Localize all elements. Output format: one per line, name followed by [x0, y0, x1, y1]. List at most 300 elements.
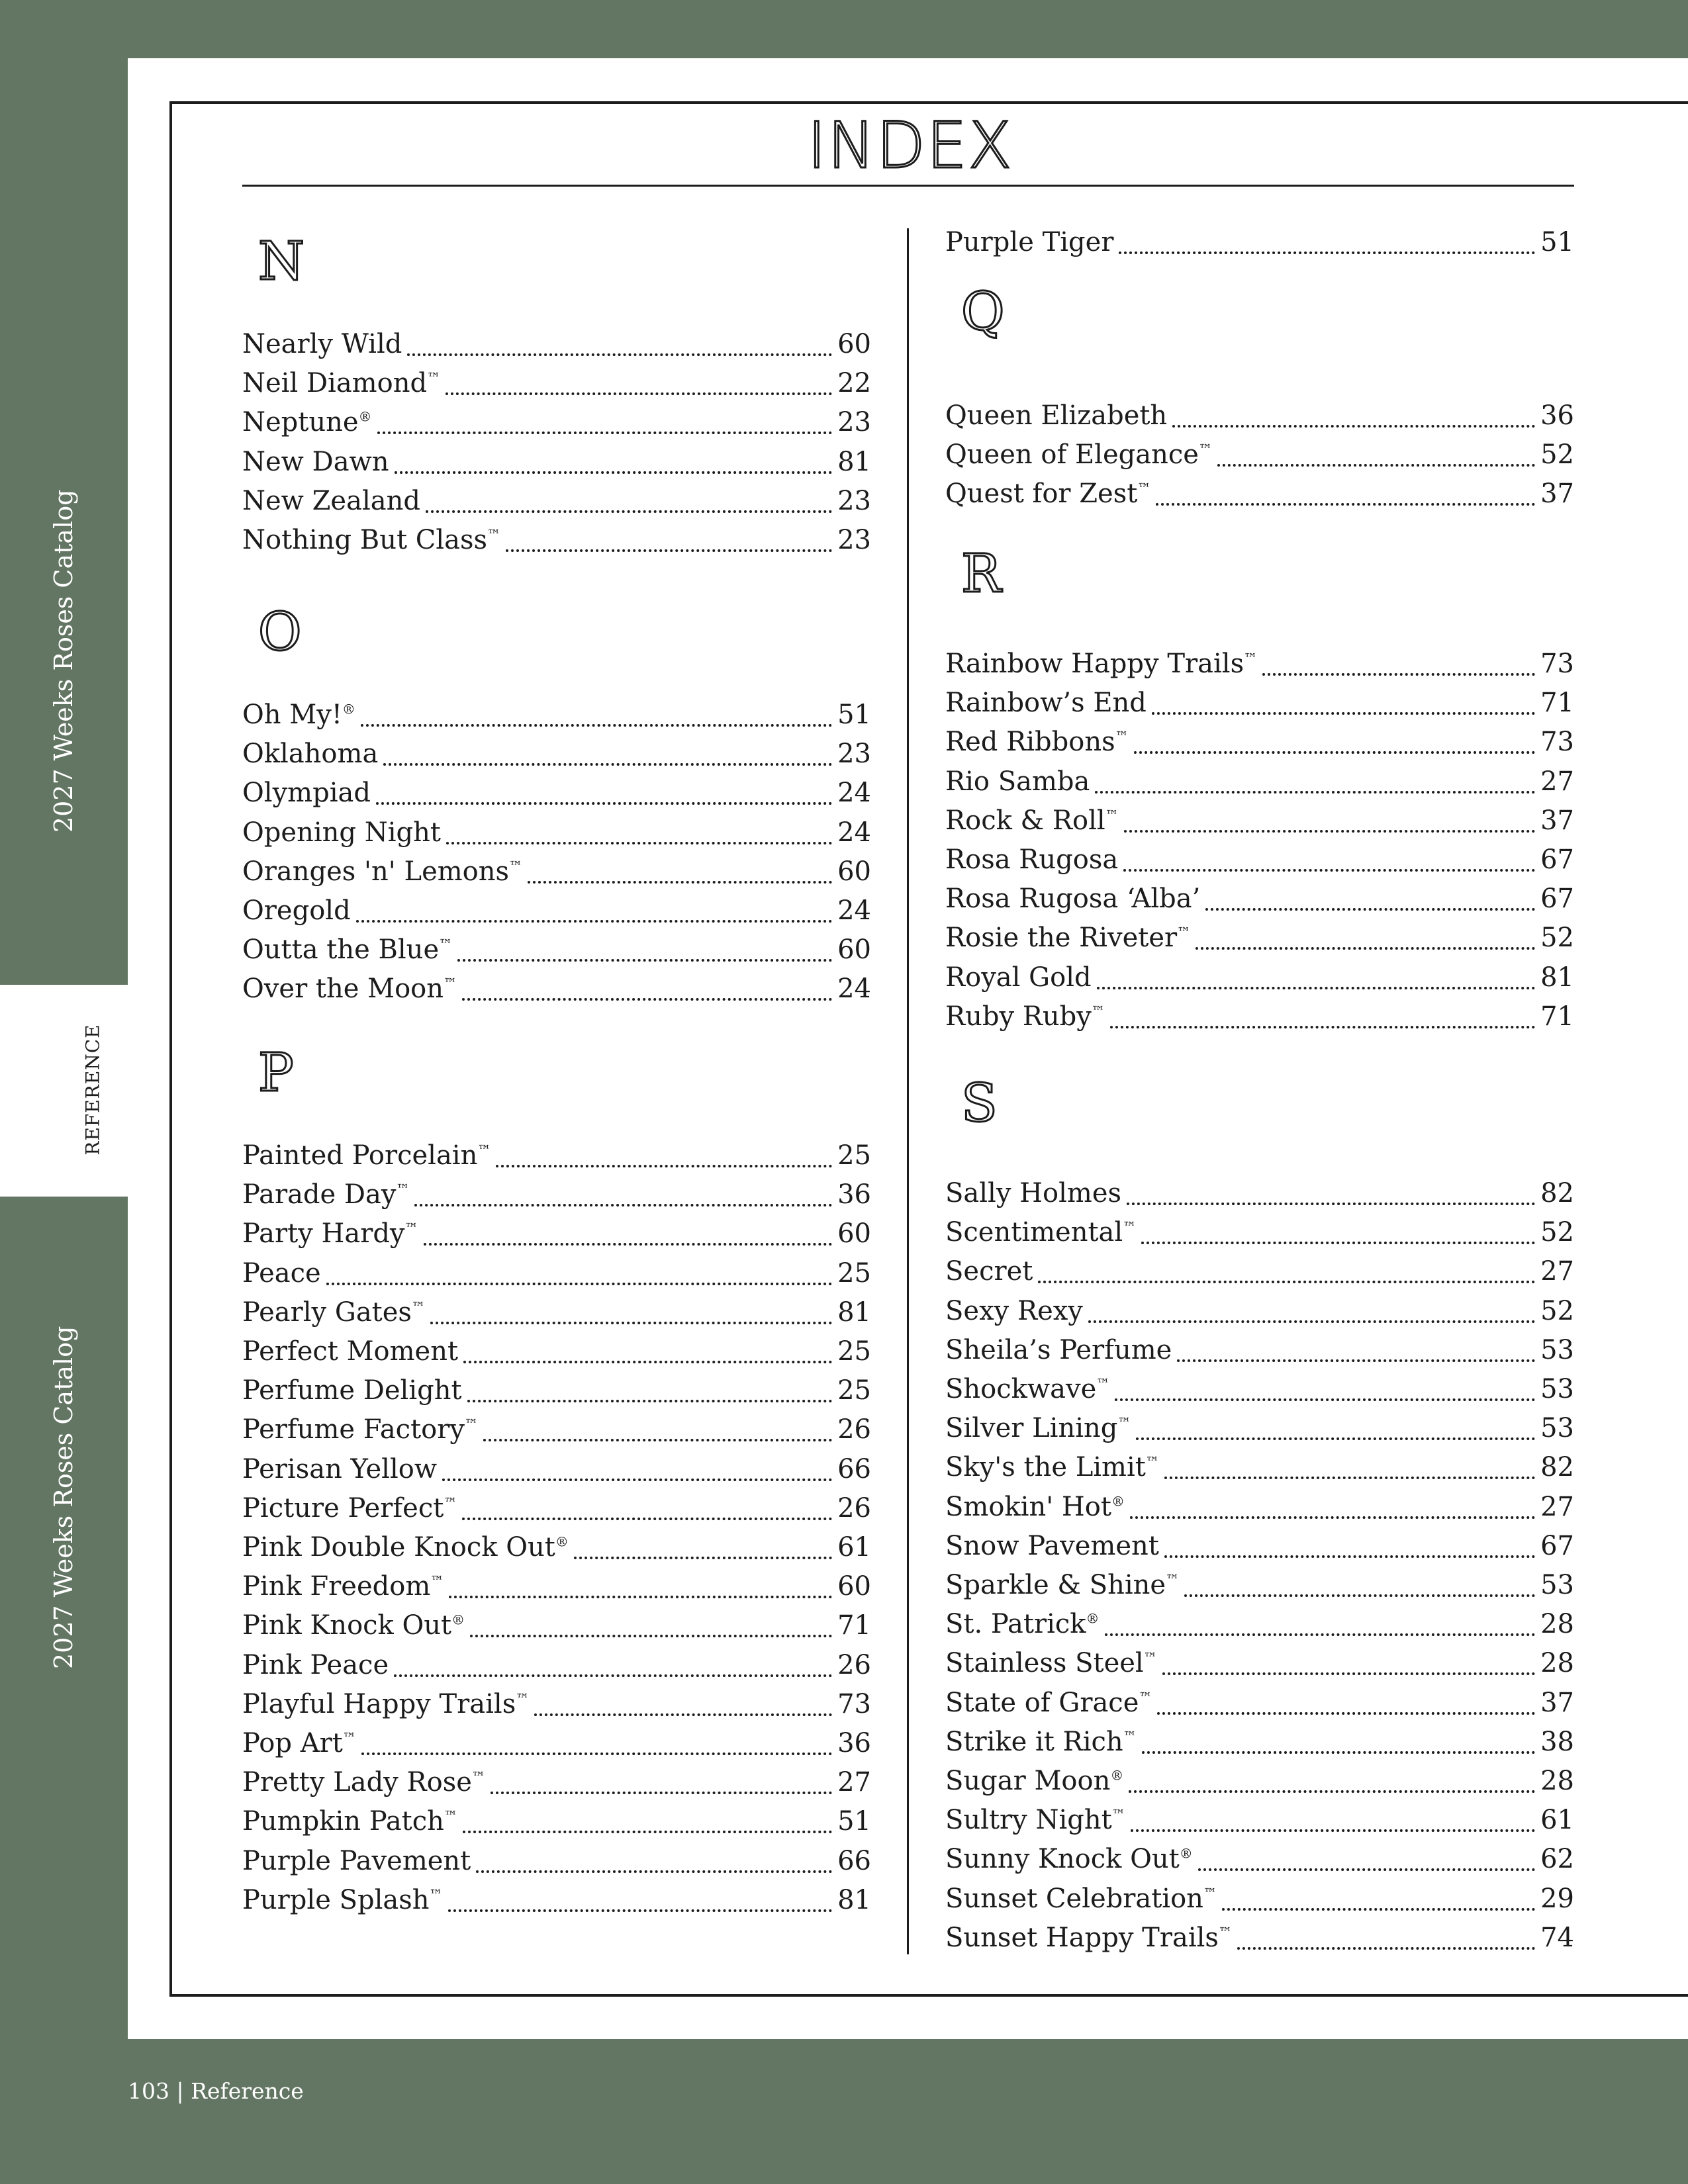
entry-name-text: Purple Splash [242, 1884, 430, 1915]
index-entry [945, 998, 1574, 1035]
trademark-mark: ™ [1137, 480, 1151, 497]
trademark-mark: ™ [444, 1494, 457, 1511]
entry-name [242, 1215, 418, 1252]
dot-leader [383, 763, 832, 766]
index-entry [242, 931, 871, 968]
trademark-mark: ™ [444, 976, 457, 992]
entry-page-number: 22 [837, 368, 871, 399]
entry-name [945, 1253, 1033, 1290]
entry-name [945, 1214, 1136, 1251]
entry-name [242, 1568, 444, 1605]
dot-leader [1123, 869, 1535, 872]
entry-name-text: Outta the Blue [242, 934, 440, 966]
entry-name [945, 475, 1150, 512]
entry-page-number: 25 [837, 1140, 871, 1171]
entry-name-text: Olympiad [242, 778, 371, 809]
dot-leader [448, 1909, 833, 1912]
entry-name-text: Parade Day [242, 1179, 397, 1210]
entry-page-number: 52 [1540, 1217, 1574, 1248]
dot-leader [1038, 1281, 1535, 1283]
index-entry [945, 224, 1574, 261]
index-entry [945, 1332, 1574, 1369]
entry-name [242, 443, 389, 480]
page-title: INDEX [807, 109, 1013, 183]
entry-name [242, 1843, 471, 1880]
dot-leader [395, 471, 833, 474]
dot-leader [1142, 1751, 1535, 1754]
entry-page-number: 23 [837, 525, 871, 555]
dot-leader [457, 959, 832, 962]
dot-leader [1088, 1320, 1535, 1323]
index-entry [945, 1723, 1574, 1760]
index-entry [945, 684, 1574, 721]
index-entry [945, 1606, 1574, 1643]
dot-leader [1164, 1477, 1535, 1479]
entry-page-number: 53 [1540, 1570, 1574, 1600]
entry-name [242, 1490, 457, 1527]
index-entry [242, 1686, 871, 1723]
entry-name [945, 1371, 1109, 1408]
dot-leader [462, 1518, 832, 1520]
trademark-mark: ™ [429, 1886, 443, 1903]
entry-name [242, 970, 457, 1007]
dot-leader [394, 1674, 832, 1677]
entry-page-number: 82 [1540, 1452, 1574, 1483]
index-entry [242, 365, 871, 402]
entry-page-number: 29 [1540, 1883, 1574, 1914]
entry-name-text: Pink Double Knock Out [242, 1532, 555, 1563]
index-entry [945, 1410, 1574, 1447]
entry-page-number: 60 [837, 329, 871, 359]
entry-page-number: 61 [837, 1532, 871, 1563]
entry-page-number: 24 [837, 817, 871, 848]
index-entry [945, 1567, 1574, 1604]
entry-name-text: Oregold [242, 895, 351, 926]
entry-name-text: Rosa Rugosa [945, 844, 1119, 875]
entry-name [945, 919, 1190, 956]
trademark-mark: ™ [1218, 1924, 1232, 1940]
entry-page-number: 27 [1540, 766, 1574, 797]
dot-leader [326, 1283, 832, 1285]
trademark-mark: ™ [1145, 1454, 1159, 1471]
index-entry [242, 1725, 871, 1762]
entry-name-text: Rosa Rugosa ‘Alba’ [945, 884, 1201, 915]
dot-leader [1127, 1203, 1535, 1205]
entry-name-text: New Zealand [242, 485, 420, 516]
entry-page-number: 81 [1540, 962, 1574, 993]
entry-name [945, 763, 1090, 800]
index-entry [242, 1647, 871, 1684]
index-entry [945, 802, 1574, 839]
entry-page-number: 74 [1540, 1922, 1574, 1953]
index-entry [242, 1176, 871, 1213]
entry-name [242, 853, 522, 890]
index-entry [945, 1253, 1574, 1290]
trademark-mark: ™ [427, 369, 441, 386]
index-entry [242, 522, 871, 559]
entry-name [945, 1645, 1157, 1682]
dot-leader [1237, 1947, 1535, 1950]
dot-leader [534, 1713, 832, 1716]
entry-page-number: 52 [1540, 923, 1574, 954]
entry-page-number: 73 [837, 1688, 871, 1719]
side-label-reference: REFERENCE [81, 1024, 104, 1156]
section-letter-r: R [961, 543, 1002, 604]
index-entry [945, 763, 1574, 800]
footer-page-number: 103 [128, 2078, 169, 2104]
entry-name-text: Pink Knock Out [242, 1610, 452, 1641]
entry-page-number: 53 [1540, 1334, 1574, 1365]
entry-page-number: 36 [837, 1728, 871, 1758]
dot-leader [528, 881, 832, 884]
trademark-mark: ™ [1091, 1003, 1105, 1019]
trademark-mark: ™ [444, 1808, 457, 1825]
entry-page-number: 25 [837, 1375, 871, 1406]
entry-page-number: 23 [837, 739, 871, 770]
dot-leader [361, 724, 832, 727]
entry-name-text: Sunset Celebration [945, 1883, 1203, 1914]
trademark-mark: ™ [487, 526, 501, 543]
title-divider [242, 185, 1574, 187]
entry-name-text: Stainless Steel [945, 1648, 1144, 1679]
trademark-mark: ® [1111, 1493, 1125, 1510]
entry-name [242, 522, 500, 559]
index-entry [945, 841, 1574, 878]
index-entry [242, 1490, 871, 1527]
entry-name-text: Pearly Gates [242, 1297, 412, 1328]
index-entry [945, 723, 1574, 760]
index-entry [945, 1645, 1574, 1682]
entry-name-text: Neil Diamond [242, 368, 428, 399]
entry-name-text: Quest for Zest [945, 478, 1138, 510]
entry-name-text: Neptune [242, 407, 359, 438]
entry-page-number: 28 [1540, 1648, 1574, 1679]
dot-leader [361, 1752, 832, 1755]
entry-name-text: Queen Elizabeth [945, 400, 1168, 431]
entry-name [242, 1451, 437, 1488]
entry-name-text: Shockwave [945, 1374, 1097, 1404]
entry-name-text: Sparkle & Shine [945, 1570, 1166, 1600]
entry-name-text: Purple Pavement [242, 1845, 471, 1876]
entry-name-text: Nothing But Class [242, 525, 488, 555]
entry-name-text: Sexy Rexy [945, 1295, 1083, 1326]
footer-section: Reference [191, 2078, 304, 2104]
entry-page-number: 27 [837, 1767, 871, 1798]
entry-page-number: 26 [837, 1414, 871, 1445]
section-letter-o: O [258, 601, 302, 662]
entry-name-text: Nearly Wild [242, 329, 402, 359]
dot-leader [442, 1479, 832, 1481]
entry-page-number: 28 [1540, 1766, 1574, 1796]
entry-name-text: Oklahoma [242, 739, 379, 770]
entry-page-number: 23 [837, 485, 871, 516]
dot-leader [491, 1792, 832, 1794]
entry-name-text: Perfume Factory [242, 1414, 465, 1445]
entry-page-number: 71 [837, 1610, 871, 1641]
dot-leader [1130, 1516, 1535, 1519]
entry-page-number: 67 [1540, 884, 1574, 915]
entry-name [945, 1527, 1159, 1565]
entry-name [945, 1919, 1232, 1956]
trademark-mark: ® [451, 1612, 465, 1629]
index-entry [242, 482, 871, 520]
index-entry [242, 892, 871, 929]
entry-name [242, 1333, 458, 1370]
entry-name-text: Oh My! [242, 700, 342, 730]
dot-leader [463, 1361, 832, 1363]
entry-name [242, 774, 371, 811]
index-entry [242, 1803, 871, 1840]
index-entry [242, 1568, 871, 1605]
index-entry [945, 1371, 1574, 1408]
dot-leader [1217, 464, 1535, 467]
entry-name [242, 404, 372, 441]
entry-name-text: Sunny Knock Out [945, 1844, 1180, 1875]
dot-leader [1105, 1633, 1536, 1636]
trademark-mark: ™ [509, 858, 523, 874]
index-entry [242, 1882, 871, 1919]
trademark-mark: ™ [439, 936, 453, 952]
side-label-catalog-bottom: 2027 Weeks Roses Catalog [49, 1326, 78, 1669]
entry-page-number: 60 [837, 856, 871, 887]
dot-leader [1136, 1437, 1535, 1440]
dot-leader [463, 1831, 832, 1833]
trademark-mark: ™ [411, 1298, 425, 1315]
entry-page-number: 67 [1540, 1530, 1574, 1561]
trademark-mark: ™ [1096, 1375, 1110, 1392]
entry-page-number: 73 [1540, 649, 1574, 679]
entry-name-text: Sally Holmes [945, 1178, 1122, 1208]
dot-leader [1196, 947, 1535, 950]
entry-name [242, 1255, 321, 1292]
entry-name-text: Sugar Moon [945, 1766, 1111, 1796]
section-letter-n: N [258, 230, 305, 292]
entry-name [945, 645, 1257, 682]
entry-name [242, 1529, 569, 1566]
index-entry [242, 404, 871, 441]
trademark-mark: ™ [1143, 1650, 1157, 1666]
entry-name-text: Pink Peace [242, 1649, 389, 1680]
entry-page-number: 66 [837, 1845, 871, 1876]
entry-page-number: 23 [837, 407, 871, 438]
entry-page-number: 73 [1540, 727, 1574, 758]
entry-name-text: Over the Moon [242, 974, 444, 1005]
trademark-mark: ™ [471, 1768, 485, 1785]
entry-page-number: 36 [1540, 400, 1574, 431]
dot-leader [1172, 425, 1535, 428]
entry-name [945, 1449, 1159, 1486]
entry-page-number: 81 [837, 1297, 871, 1328]
entry-name [945, 1801, 1125, 1839]
entry-name-text: Queen of Elegance [945, 439, 1199, 471]
footer-separator: | [176, 2078, 184, 2104]
trademark-mark: ™ [396, 1181, 410, 1197]
index-entry [242, 1372, 871, 1409]
entry-name [242, 365, 440, 402]
entry-name-text: Perfect Moment [242, 1336, 459, 1367]
index-entry [242, 326, 871, 363]
dot-leader [462, 998, 832, 1001]
index-entry [945, 1880, 1574, 1917]
dot-leader [1095, 791, 1535, 794]
entry-page-number: 62 [1540, 1844, 1574, 1875]
entry-page-number: 71 [1540, 688, 1574, 719]
entry-name [945, 1684, 1152, 1721]
index-entry [242, 1451, 871, 1488]
entry-page-number: 52 [1540, 1295, 1574, 1326]
index-entry [242, 814, 871, 851]
trademark-mark: ™ [1244, 650, 1258, 666]
dot-leader [1222, 1908, 1535, 1911]
entry-name [945, 998, 1105, 1035]
entry-page-number: 37 [1540, 478, 1574, 510]
dot-leader [1110, 1026, 1535, 1028]
entry-name-text: St. Patrick [945, 1609, 1086, 1640]
entry-page-number: 37 [1540, 1687, 1574, 1718]
entry-name-text: Royal Gold [945, 962, 1092, 993]
trademark-mark: ™ [464, 1416, 478, 1433]
entry-name-text: New Dawn [242, 446, 389, 477]
entry-name [945, 880, 1200, 917]
index-entry [945, 1684, 1574, 1721]
entry-name [242, 892, 351, 929]
entry-name [242, 735, 378, 772]
trademark-mark: ® [342, 701, 355, 717]
entry-name-text: Rainbow’s End [945, 688, 1147, 719]
index-entry [945, 1801, 1574, 1839]
dot-leader [1152, 712, 1535, 715]
dot-leader [1129, 1790, 1535, 1793]
entry-name-text: Ruby Ruby [945, 1001, 1092, 1032]
entry-page-number: 26 [837, 1649, 871, 1680]
entry-page-number: 51 [837, 700, 871, 730]
entry-name-text: Perisan Yellow [242, 1453, 438, 1484]
index-entry [242, 696, 871, 733]
entry-name [945, 1175, 1121, 1212]
dot-leader [1198, 1868, 1535, 1871]
index-entry [945, 397, 1574, 434]
entry-name [945, 1488, 1125, 1525]
index-entry [242, 1137, 871, 1174]
trademark-mark: ™ [1115, 729, 1129, 745]
dot-leader [1097, 987, 1536, 989]
dot-leader [424, 1243, 833, 1246]
index-entry [945, 1214, 1574, 1251]
entry-page-number: 60 [837, 1571, 871, 1602]
entry-name [242, 1176, 409, 1213]
entry-name [945, 436, 1212, 473]
dot-leader [1115, 1398, 1535, 1401]
trademark-mark: ™ [1123, 1728, 1137, 1745]
entry-name [945, 1880, 1217, 1917]
dot-leader [407, 353, 832, 356]
trademark-mark: ™ [1117, 1414, 1131, 1431]
entry-name-text: Oranges 'n' Lemons [242, 856, 510, 887]
entry-name-text: Silver Lining [945, 1413, 1118, 1444]
entry-name-text: Rock & Roll [945, 805, 1105, 836]
entry-name-text: Sunset Happy Trails [945, 1922, 1219, 1953]
dot-leader [506, 549, 832, 552]
dot-leader [1184, 1594, 1535, 1597]
entry-page-number: 82 [1540, 1178, 1574, 1208]
dot-leader [574, 1557, 832, 1559]
entry-page-number: 53 [1540, 1374, 1574, 1404]
entry-name-text: Rainbow Happy Trails [945, 649, 1244, 679]
entry-name [242, 1137, 491, 1174]
entry-name [242, 931, 452, 968]
index-entry [945, 880, 1574, 917]
entry-name-text: Picture Perfect [242, 1492, 444, 1524]
entry-name-text: Playful Happy Trails [242, 1688, 516, 1719]
dot-leader [1177, 1359, 1535, 1362]
entry-page-number: 71 [1540, 1001, 1574, 1032]
entry-page-number: 26 [837, 1492, 871, 1524]
trademark-mark: ® [1179, 1846, 1193, 1862]
entry-page-number: 60 [837, 934, 871, 966]
entry-name [945, 1723, 1137, 1760]
dot-leader [483, 1439, 832, 1441]
trademark-mark: ™ [1203, 1885, 1217, 1901]
entry-name [242, 1803, 457, 1840]
trademark-mark: ™ [404, 1220, 418, 1237]
side-label-catalog-top: 2027 Weeks Roses Catalog [49, 489, 78, 833]
trademark-mark: ™ [1105, 807, 1119, 823]
index-entry [242, 1255, 871, 1292]
trademark-mark: ™ [1166, 1571, 1180, 1588]
index-entry [945, 1762, 1574, 1799]
entry-name-text: Pop Art [242, 1728, 343, 1758]
dot-leader [356, 920, 832, 923]
entry-name-text: Rosie the Riveter [945, 923, 1178, 954]
dot-leader [445, 392, 832, 395]
entry-name-text: Opening Night [242, 817, 441, 848]
trademark-mark: ™ [477, 1142, 491, 1158]
index-entry [945, 1841, 1574, 1878]
entry-name [945, 1606, 1100, 1643]
entry-name [242, 1372, 462, 1409]
entry-name [242, 1882, 443, 1919]
entry-page-number: 27 [1540, 1256, 1574, 1287]
entry-name-text: Red Ribbons [945, 727, 1115, 758]
entry-name-text: Smokin' Hot [945, 1491, 1111, 1522]
index-entry [945, 1293, 1574, 1330]
trademark-mark: ™ [1123, 1218, 1137, 1235]
dot-leader [467, 1400, 833, 1402]
index-entry [242, 774, 871, 811]
side-tab-reference [0, 985, 128, 1197]
entry-page-number: 60 [837, 1218, 871, 1250]
entry-name [945, 684, 1147, 721]
entry-name-text: Pretty Lady Rose [242, 1767, 472, 1798]
index-entry [242, 853, 871, 890]
index-entry [242, 1764, 871, 1801]
entry-page-number: 27 [1540, 1491, 1574, 1522]
entry-name-text: State of Grace [945, 1687, 1139, 1718]
entry-name-text: Sky's the Limit [945, 1452, 1146, 1483]
trademark-mark: ™ [1111, 1806, 1125, 1823]
dot-leader [1157, 1712, 1535, 1715]
entry-page-number: 67 [1540, 844, 1574, 875]
entry-name [945, 1410, 1131, 1447]
entry-page-number: 25 [837, 1336, 871, 1367]
section-letter-p: P [258, 1042, 294, 1103]
trademark-mark: ® [1086, 1610, 1100, 1627]
entry-name-text: Pumpkin Patch [242, 1806, 444, 1837]
index-entry [945, 959, 1574, 996]
dot-leader [476, 1870, 832, 1873]
index-entry [945, 475, 1574, 512]
index-entry [945, 1527, 1574, 1565]
